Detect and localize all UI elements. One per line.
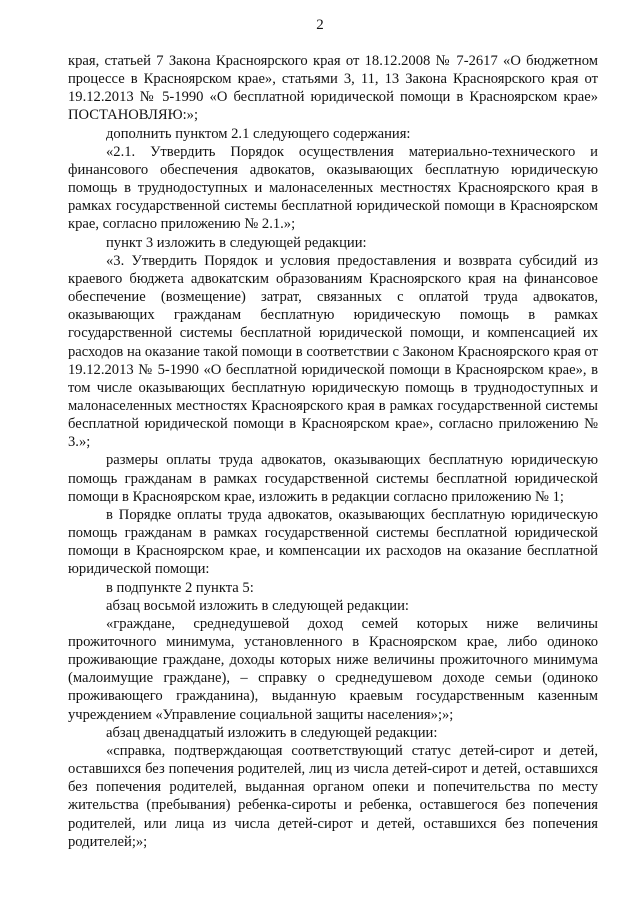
paragraph-point-3-intro: пункт 3 изложить в следующей редакции: [106,234,367,251]
paragraph-continuation: края, статьей 7 Закона Красноярского края от 18.12.2008 № 7-2617 «О бюджетном процессе в Красноярском крае», статьями 3, 11, 13 Закона Красноярского края от 19.12.2013 № 5-1990 «О бесплатной юридической помощи в Красноярском крае» ПОСТАНОВЛЯЮ:»; [68,53,598,124]
paragraph-twelfth-text: «справка, подтверждающая соответствующий статус детей-сирот и детей, оставшихся без попечения родителей, лиц из числа детей-сирот и детей, оставшихся без попечения родителей, выданная органом опеки и попечительства по месту жительства (пребывания) ребенка-сироты и ребенка, оставшегося без попечения родителей, или лица из числа детей-сирот и детей, оставшихся без попечения родителей;»; [68,742,598,850]
paragraph-point-2-1-text: «2.1. Утвердить Порядок осуществления материально-технического и финансового обеспечения адвокатов, оказывающих бесплатную юридическую помощь в труднодоступных и малонаселенных местностях Красноярского края в рамках государственной системы бесплатной юридической помощи в Красноярском крае, согласно приложению № 2.1.»; [68,143,598,233]
document-body [68,52,598,851]
paragraph-point-3-text: «3. Утвердить Порядок и условия предоставления и возврата субсидий из краевого бюджета адвокатским образованиям Красноярского края на финансовое обеспечение (возмещение) затрат, связанных с оплатой труда адвокатов, оказывающих гражданам бесплатную юридическую помощь в рамках государственной системы бесплатной юридической помощи, и компенсацией их расходов на оказание такой помощи в соответствии с Законом Красноярского края от 19.12.2013 № 5-1990 «О бесплатной юридической помощи в Красноярском крае», в том числе оказывающих бесплатную юридическую помощь в труднодоступных и малонаселенных местностях Красноярского края в рамках государственной системы бесплатной юридической помощи в Красноярском крае», согласно приложению № 3.»; [68,252,598,451]
paragraph-payment-procedure: в Порядке оплаты труда адвокатов, оказывающих бесплатную юридическую помощь гражданам в рамках государственной системы бесплатной юридической помощи в Красноярском крае, и компенсации их расходов на оказание бесплатной юридической помощи: [68,506,598,578]
paragraph-payment-amounts: размеры оплаты труда адвокатов, оказывающих бесплатную юридическую помощь гражданам в рамках государственной системы бесплатной юридической помощи в Красноярском крае, изложить в редакции согласно приложению № 1; [68,452,598,505]
paragraph-subpoint-2: в подпункте 2 пункта 5: [106,579,254,596]
paragraph-eighth-intro: абзац восьмой изложить в следующей редакции: [106,597,409,614]
paragraph-add-point-2-1: дополнить пунктом 2.1 следующего содержания: [106,125,411,142]
paragraph-twelfth-intro: абзац двенадцатый изложить в следующей редакции: [106,724,438,741]
page-number: 2 [316,17,324,33]
paragraph-eighth-text: «граждане, среднедушевой доход семей которых ниже величины прожиточного минимума, установленного в Красноярском крае, либо одиноко проживающие граждане, доходы которых ниже величины прожиточного минимума (малоимущие граждане), – справку о среднедушевом доходе семьи (одиноко проживающего гражданина), выданную краевым государственным казенным учреждением «Управление социальной защиты населения»;»; [68,615,598,723]
